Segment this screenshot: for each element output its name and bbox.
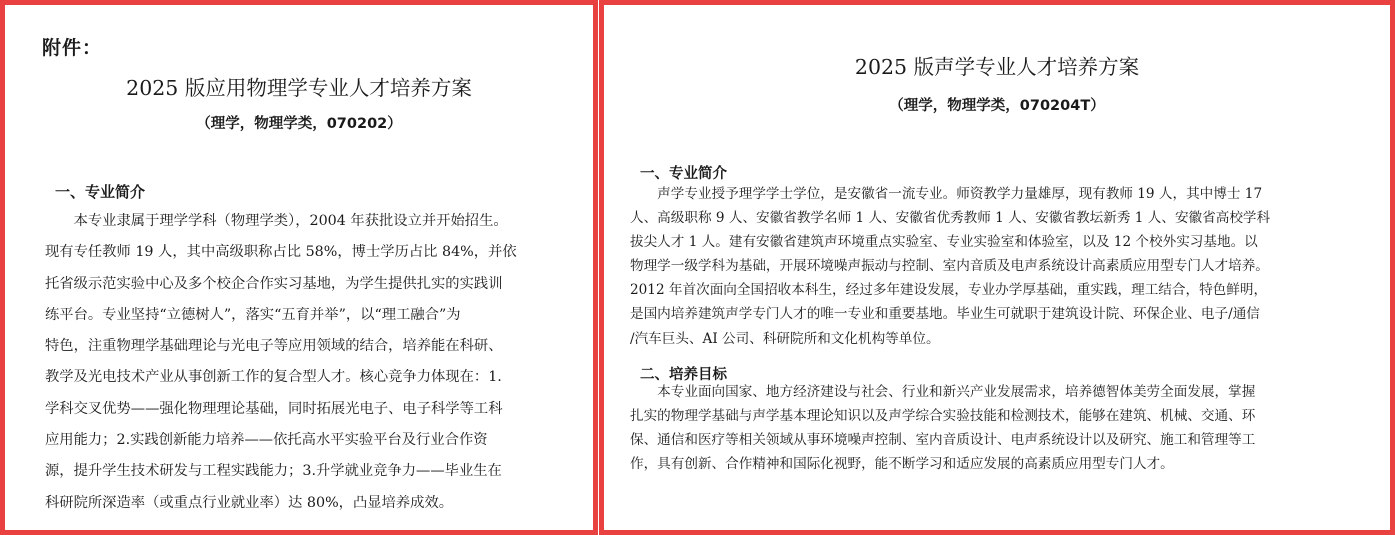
paragraph-line: 人、高级职称 9 人、安徽省教学名师 1 人、安徽省优秀教师 1 人、安徽省教坛新秀 1 人、安徽省高校学科 [630,210,1271,227]
section-paragraph-goals [630,380,1390,476]
paragraph-line: 本专业隶属于理学学科（物理学类），2004 年获批设立并开始招生。 [45,213,508,229]
attachment-label: 附件： [42,37,103,59]
section-paragraph-intro [630,182,1390,351]
paragraph-line: 科研院所深造率（或重点行业就业率）达 80%，凸显培养成效。 [45,494,454,511]
section-heading-intro: 一、专业简介 [55,183,146,201]
paragraph-line: 拔尖人才 1 人。建有安徽省建筑声环境重点实验室、专业实验室和体验室，以及 12 个校外实习基地。以 [630,234,1258,251]
paragraph-line: 教学及光电技术产业从事创新工作的复合型人才。核心竞争力体现在：1. [45,369,502,386]
paragraph-line: 现有专任教师 19 人，其中高级职称占比 58%，博士学历占比 84%，并依 [45,244,517,261]
paragraph-line: 应用能力；2.实践创新能力培养——依托高水平实验平台及行业合作资 [45,432,488,449]
section-paragraph-intro [45,206,565,519]
paragraph-line: 学科交叉优势——强化物理理论基础，同时拓展光电子、电子科学等工科 [45,400,503,417]
document-title: 2025 版声学专业人才培养方案 [854,55,1140,79]
paragraph-line: 源，提升学生技术研发与工程实践能力；3.升学就业竞争力——毕业生在 [45,463,502,480]
paragraph-line: /汽车巨头、AI 公司、科研院所和文化机构等单位。 [630,330,940,347]
section-heading-goals: 二、培养目标 [640,367,727,383]
paragraph-line: 声学专业授予理学学士学位，是安徽省一流专业。师资教学力量雄厚，现有教师 19 人，其中博士 17 [630,186,1263,202]
left-document-panel [0,0,598,535]
paragraph-line: 扎实的物理学基础与声学基本理论知识以及声学综合实验技能和检测技术，能够在建筑、机械、交通、环 [630,408,1256,425]
document-subtitle: （理学，物理学类，070202） [196,116,402,132]
section-heading-intro: 一、专业简介 [640,166,727,182]
paragraph-line: 特色，注重物理学基础理论与光电子等应用领域的结合，培养能在科研、 [45,338,503,355]
document-subtitle: （理学，物理学类，070204T） [889,98,1105,114]
right-document-panel [599,0,1395,535]
paragraph-line: 物理学一级学科为基础，开展环境噪声振动与控制、室内音质及电声系统设计高素质应用型专门人才培养。 [630,258,1269,275]
paragraph-line: 托省级示范实验中心及多个校企合作实习基地，为学生提供扎实的实践训 [45,275,503,292]
paragraph-line: 2012 年首次面向全国招收本科生，经过多年建设发展，专业办学厚基础，重实践，理工结合，特色鲜明， [630,282,1268,299]
document-title: 2025 版应用物理学专业人才培养方案 [126,76,472,100]
paragraph-line: 保、通信和医疗等相关领域从事环境噪声控制、室内音质设计、电声系统设计以及研究、施工和管理等工 [630,432,1256,449]
paragraph-line: 是国内培养建筑声学专门人才的唯一专业和重要基地。毕业生可就职于建筑设计院、环保企业、电子/通信 [630,306,1260,323]
paragraph-line: 练平台。专业坚持“立德树人”，落实“五育并举”，以“理工融合”为 [45,306,461,323]
paragraph-line: 本专业面向国家、地方经济建设与社会、行业和新兴产业发展需求，培养德智体美劳全面发展，掌握 [630,384,1256,400]
paragraph-line: 作，具有创新、合作精神和国际化视野，能不断学习和适应发展的高素质应用型专门人才。 [630,456,1174,473]
